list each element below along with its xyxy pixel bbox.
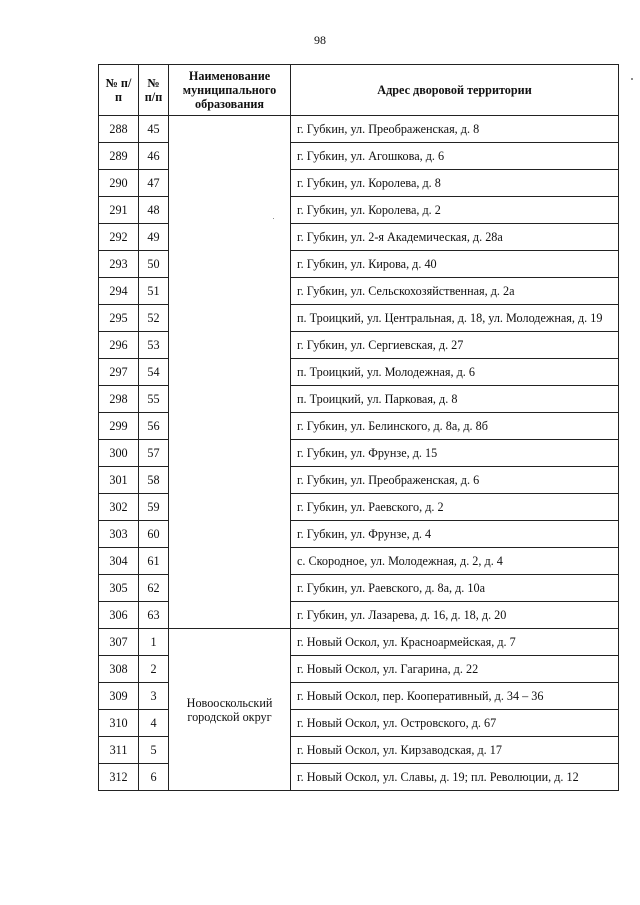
row-number-local: 45: [139, 116, 169, 143]
table-header-row: [99, 65, 619, 116]
row-number-local: 48: [139, 197, 169, 224]
address-cell: с. Скородное, ул. Молодежная, д. 2, д. 4: [291, 548, 619, 575]
row-number-total: 291: [99, 197, 139, 224]
row-number-local: 53: [139, 332, 169, 359]
address-cell: г. Новый Оскол, ул. Островского, д. 67: [291, 710, 619, 737]
address-cell: г. Новый Оскол, ул. Кирзаводская, д. 17: [291, 737, 619, 764]
address-cell: п. Троицкий, ул. Центральная, д. 18, ул. Молодежная, д. 19: [291, 305, 619, 332]
row-number-local: 58: [139, 467, 169, 494]
row-number-total: 312: [99, 764, 139, 791]
address-cell: г. Губкин, ул. Сельскохозяйственная, д. 2а: [291, 278, 619, 305]
row-number-local: 51: [139, 278, 169, 305]
row-number-local: 57: [139, 440, 169, 467]
address-cell: г. Новый Оскол, пер. Кооперативный, д. 34 – 36: [291, 683, 619, 710]
row-number-local: 59: [139, 494, 169, 521]
row-number-total: 293: [99, 251, 139, 278]
municipality-cell: [169, 116, 291, 629]
row-number-total: 295: [99, 305, 139, 332]
address-cell: г. Новый Оскол, ул. Гагарина, д. 22: [291, 656, 619, 683]
address-table: [98, 64, 619, 791]
address-cell: г. Губкин, ул. Сергиевская, д. 27: [291, 332, 619, 359]
row-number-local: 6: [139, 764, 169, 791]
address-cell: г. Губкин, ул. Преображенская, д. 6: [291, 467, 619, 494]
row-number-local: 54: [139, 359, 169, 386]
row-number-total: 306: [99, 602, 139, 629]
address-cell: г. Новый Оскол, ул. Славы, д. 19; пл. Революции, д. 12: [291, 764, 619, 791]
row-number-total: 301: [99, 467, 139, 494]
row-number-total: 289: [99, 143, 139, 170]
row-number-total: 294: [99, 278, 139, 305]
row-number-total: 311: [99, 737, 139, 764]
scan-speck: [631, 78, 633, 80]
row-number-local: 50: [139, 251, 169, 278]
row-number-total: 290: [99, 170, 139, 197]
row-number-local: 4: [139, 710, 169, 737]
page-number: 98: [314, 33, 326, 47]
row-number-total: 309: [99, 683, 139, 710]
row-number-total: 300: [99, 440, 139, 467]
row-number-total: 299: [99, 413, 139, 440]
row-number-total: 308: [99, 656, 139, 683]
row-number-local: 63: [139, 602, 169, 629]
row-number-local: 52: [139, 305, 169, 332]
row-number-total: 307: [99, 629, 139, 656]
row-number-local: 61: [139, 548, 169, 575]
row-number-local: 62: [139, 575, 169, 602]
address-cell: г. Губкин, ул. 2-я Академическая, д. 28а: [291, 224, 619, 251]
table-body: [99, 116, 619, 791]
table-row: [99, 116, 619, 143]
address-cell: г. Губкин, ул. Королева, д. 8: [291, 170, 619, 197]
row-number-total: 292: [99, 224, 139, 251]
row-number-total: 304: [99, 548, 139, 575]
row-number-local: 46: [139, 143, 169, 170]
header-num-total: № п/п: [99, 65, 139, 116]
row-number-local: 47: [139, 170, 169, 197]
table-row: [99, 629, 619, 656]
row-number-total: 303: [99, 521, 139, 548]
address-cell: г. Губкин, ул. Преображенская, д. 8: [291, 116, 619, 143]
row-number-local: 55: [139, 386, 169, 413]
municipality-cell: Новооскольский городской округ: [169, 629, 291, 791]
row-number-total: 296: [99, 332, 139, 359]
row-number-total: 288: [99, 116, 139, 143]
address-cell: п. Троицкий, ул. Парковая, д. 8: [291, 386, 619, 413]
row-number-local: 60: [139, 521, 169, 548]
address-cell: г. Губкин, ул. Белинского, д. 8а, д. 8б: [291, 413, 619, 440]
address-cell: г. Губкин, ул. Раевского, д. 2: [291, 494, 619, 521]
row-number-local: 5: [139, 737, 169, 764]
address-cell: г. Губкин, ул. Королева, д. 2: [291, 197, 619, 224]
address-cell: г. Губкин, ул. Лазарева, д. 16, д. 18, д. 20: [291, 602, 619, 629]
header-address: Адрес дворовой территории: [291, 65, 619, 116]
row-number-local: 1: [139, 629, 169, 656]
address-cell: г. Губкин, ул. Фрунзе, д. 4: [291, 521, 619, 548]
row-number-total: 302: [99, 494, 139, 521]
row-number-local: 56: [139, 413, 169, 440]
row-number-total: 297: [99, 359, 139, 386]
header-municipality: Наименование муниципального образования: [169, 65, 291, 116]
address-cell: п. Троицкий, ул. Молодежная, д. 6: [291, 359, 619, 386]
scan-speck: [273, 218, 274, 219]
address-cell: г. Новый Оскол, ул. Красноармейская, д. 7: [291, 629, 619, 656]
row-number-local: 2: [139, 656, 169, 683]
header-num-local: № п/п: [139, 65, 169, 116]
address-cell: г. Губкин, ул. Кирова, д. 40: [291, 251, 619, 278]
row-number-local: 49: [139, 224, 169, 251]
row-number-total: 305: [99, 575, 139, 602]
row-number-local: 3: [139, 683, 169, 710]
address-cell: г. Губкин, ул. Фрунзе, д. 15: [291, 440, 619, 467]
row-number-total: 298: [99, 386, 139, 413]
address-cell: г. Губкин, ул. Агошкова, д. 6: [291, 143, 619, 170]
row-number-total: 310: [99, 710, 139, 737]
address-cell: г. Губкин, ул. Раевского, д. 8а, д. 10а: [291, 575, 619, 602]
